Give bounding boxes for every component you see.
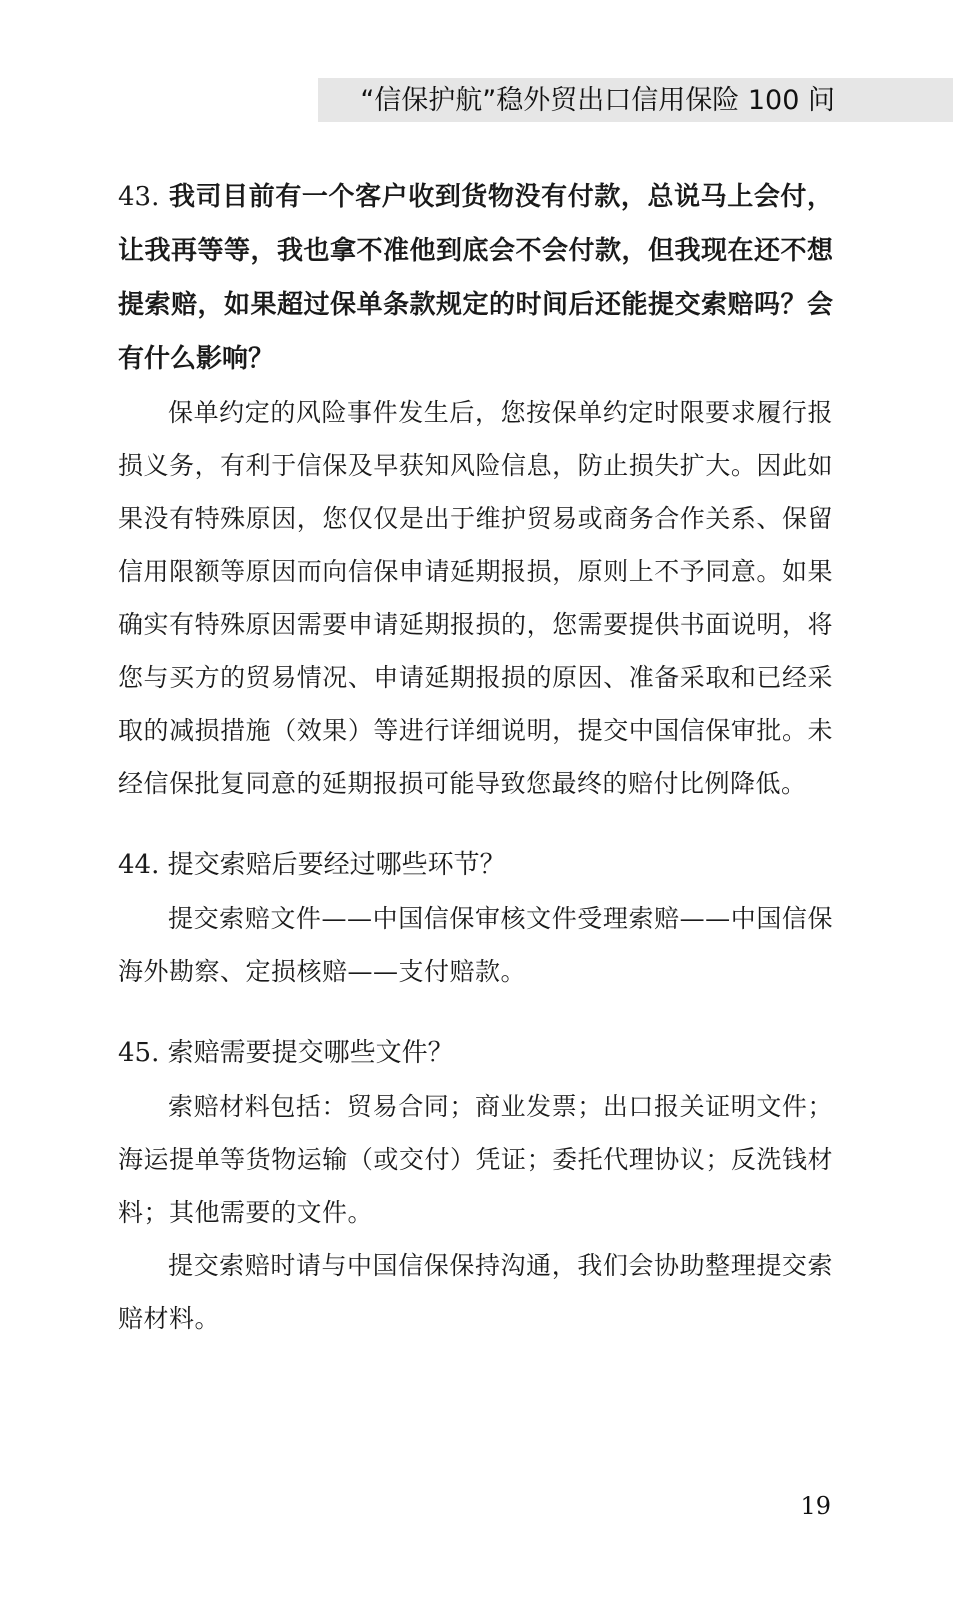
question-44 — [118, 838, 833, 892]
question-text: 提交索赔后要经过哪些环节？ — [167, 850, 506, 880]
answer-paragraph: 保单约定的风险事件发生后，您按保单约定时限要求履行报损义务，有利于信保及早获知风险信息，防止损失扩大。因此如果没有特殊原因，您仅仅是出于维护贸易或商务合作关系、保留信用限额等原因而向信保申请延期报损，原则上不予同意。如果确实有特殊原因需要申请延期报损的，您需要提供书面说明，将您与买方的贸易情况、申请延期报损的原因、准备采取和已经采取的减损措施（效果）等进行详细说明，提交中国信保审批。未经信保批复同意的延期报损可能导致您最终的赔付比例降低。 — [118, 398, 833, 798]
question-number: 43. — [118, 182, 160, 212]
answer-paragraph: 提交索赔文件——中国信保审核文件受理索赔——中国信保海外勘察、定损核赔——支付赔款。 — [118, 904, 833, 986]
qa-section-44 — [118, 838, 833, 998]
page-content — [118, 170, 833, 1345]
question-text: 我司目前有一个客户收到货物没有付款，总说马上会付，让我再等等，我也拿不准他到底会不会付款，但我现在还不想提索赔，如果超过保单条款规定的时间后还能提交索赔吗？会有什么影响？ — [118, 182, 833, 374]
question-text: 索赔需要提交哪些文件？ — [167, 1038, 454, 1068]
question-45 — [118, 1026, 833, 1080]
question-number: 44. — [118, 850, 160, 880]
page-number: 19 — [800, 1492, 831, 1520]
answer-paragraph: 提交索赔时请与中国信保保持沟通，我们会协助整理提交索赔材料。 — [118, 1251, 833, 1333]
answer-paragraph: 索赔材料包括：贸易合同；商业发票；出口报关证明文件；海运提单等货物运输（或交付）凭证；委托代理协议；反洗钱材料；其他需要的文件。 — [118, 1092, 833, 1227]
question-43 — [118, 170, 833, 386]
qa-section-43 — [118, 170, 833, 810]
qa-section-45 — [118, 1026, 833, 1345]
section-spacer — [118, 810, 833, 838]
question-number: 45. — [118, 1038, 160, 1068]
running-header-title: “信保护航”稳外贸出口信用保险 100 问 — [360, 85, 835, 116]
section-spacer — [118, 998, 833, 1026]
